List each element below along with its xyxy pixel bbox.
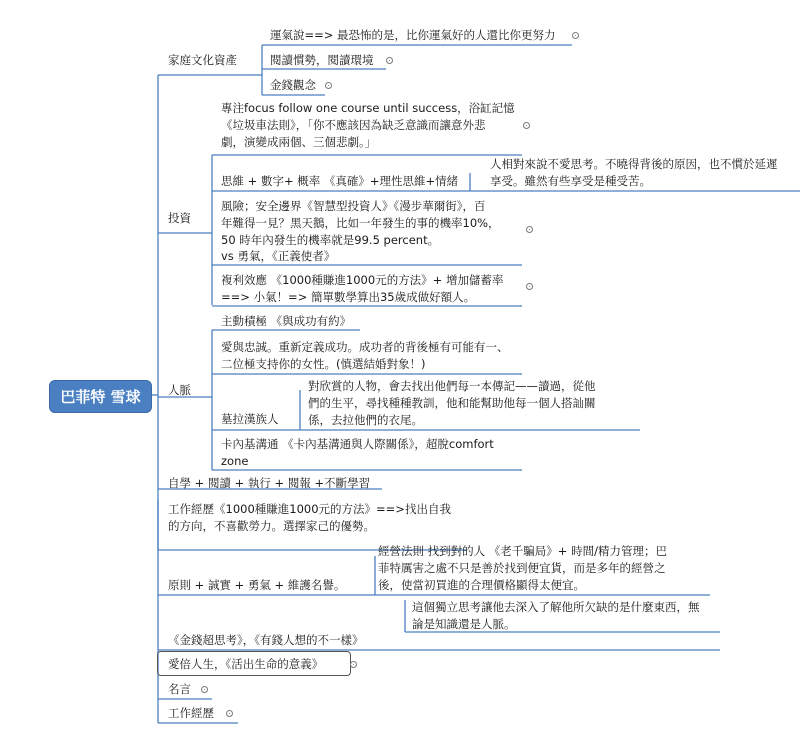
expand-icon[interactable] xyxy=(526,226,533,233)
invest-thinking-note-line1[interactable]: 人相對來說不愛思考。不曉得背後的原因，也不慣於延遲 xyxy=(490,157,778,171)
invest-thinking-note-line2[interactable]: 享受。雖然有些享受是種受苦。 xyxy=(490,174,651,188)
expand-icon[interactable] xyxy=(201,686,208,693)
branch-people[interactable]: 人脈 xyxy=(168,383,191,397)
family-luck[interactable]: 運氣說==> 最恐怖的是，比你運氣好的人還比你更努力 xyxy=(270,28,556,42)
books-note-line2[interactable]: 論是知識還是人脈。 xyxy=(412,617,516,631)
invest-risk-line4[interactable]: vs 勇氣，《正義使者》 xyxy=(221,249,336,263)
invest-risk-line3[interactable]: 50 時年內發生的機率就是99.5 percent。 xyxy=(221,233,440,247)
branch-books[interactable]: 《金錢超思考》，《有錢人想的不一樣》 xyxy=(168,633,364,647)
principle-note-line3[interactable]: 後，使當初買進的合理價格顯得太便宜。 xyxy=(378,578,585,592)
people-love-line1[interactable]: 愛與忠誠。重新定義成功。成功者的背後極有可能有一、 xyxy=(221,340,509,354)
branch-family[interactable]: 家庭文化資產 xyxy=(168,53,237,67)
people-mentor-note-line3[interactable]: 係，去拉他們的衣尾。 xyxy=(308,413,423,427)
branch-selflearn[interactable]: 自學 + 閱讀 + 執行 + 閱報 +不斷學習 xyxy=(168,476,371,490)
invest-risk-line2[interactable]: 年難得一見？黑天鵝，比如一年發生的事的機率10%， xyxy=(221,216,500,230)
expand-icon[interactable] xyxy=(526,283,533,290)
family-money[interactable]: 金錢觀念 xyxy=(270,78,316,92)
principle-note-line2[interactable]: 菲特厲害之處不只是善於找到便宜貨，而是多年的經營之 xyxy=(378,561,666,575)
invest-compound-line2[interactable]: ==> 小氣！=> 簡單數學算出35歲成做好額人。 xyxy=(221,290,476,304)
branch-principle[interactable]: 原則 + 誠實 + 勇氣 + 維護名譽。 xyxy=(168,578,346,592)
branch-work-line1[interactable]: 工作經歷《1000種賺進1000元的方法》==>找出自我 xyxy=(168,502,451,516)
branch-work-line2[interactable]: 的方向，不喜歡勞力。選擇家己的優勢。 xyxy=(168,519,375,533)
people-love-line2[interactable]: 二位極支持你的女性。(慎選結婚對象！) xyxy=(221,357,426,371)
branch-quotes[interactable]: 名言 xyxy=(168,682,191,696)
people-proactive[interactable]: 主動積極 《與成功有約》 xyxy=(221,314,352,328)
expand-icon[interactable] xyxy=(226,710,233,717)
invest-focus-line3[interactable]: 劇，演變成兩個、三個悲劇。」 xyxy=(221,135,377,149)
invest-focus-line1[interactable]: 專注focus follow one course until success，浴缸記憶 xyxy=(221,101,515,115)
invest-compound-line1[interactable]: 複利效應 《1000種賺進1000元的方法》+ 增加儲蓄率 xyxy=(221,273,504,287)
people-mentor-note-line2[interactable]: 們的生平，尋找種種教訓，他和能幫助他每一個人搭訕關 xyxy=(308,396,596,410)
root-node[interactable]: 巴菲特 雪球 xyxy=(49,380,152,413)
people-carnegie-line2[interactable]: zone xyxy=(221,454,249,468)
branch-invest[interactable]: 投資 xyxy=(168,211,191,225)
expand-icon[interactable] xyxy=(386,57,393,64)
expand-icon[interactable] xyxy=(350,661,357,668)
expand-icon[interactable] xyxy=(523,122,530,129)
people-mentor[interactable]: 墓拉漢族人 xyxy=(221,412,279,426)
principle-note-line1[interactable]: 經營法則 找到對的人 《老千騙局》+ 時間/精力管理；巴 xyxy=(378,544,667,558)
invest-focus-line2[interactable]: 《垃圾車法則》，「你不應該因為缺乏意識而讓意外悲 xyxy=(221,118,486,132)
books-note-line1[interactable]: 這個獨立思考讓他去深入了解他所欠缺的是什麼東西，無 xyxy=(412,600,700,614)
expand-icon[interactable] xyxy=(325,82,332,89)
expand-icon[interactable] xyxy=(572,32,579,39)
invest-thinking[interactable]: 思維 + 數字+ 概率 《真確》+理性思維+情緒 xyxy=(221,174,459,188)
invest-risk-line1[interactable]: 風險；安全邊界《智慧型投資人》《漫步華爾街》，百 xyxy=(221,199,486,213)
branch-career[interactable]: 工作經歷 xyxy=(168,706,214,720)
people-mentor-note-line1[interactable]: 對欣賞的人物，會去找出他們每一本傳記——讀過，從他 xyxy=(308,379,596,393)
people-carnegie-line1[interactable]: 卡內基溝通 《卡內基溝通與人際關係》，超脫comfort xyxy=(221,437,494,451)
branch-life[interactable]: 愛倍人生，《活出生命的意義》 xyxy=(168,657,324,671)
family-reading[interactable]: 閱讀慣勢，閱讀環境 xyxy=(270,53,374,67)
